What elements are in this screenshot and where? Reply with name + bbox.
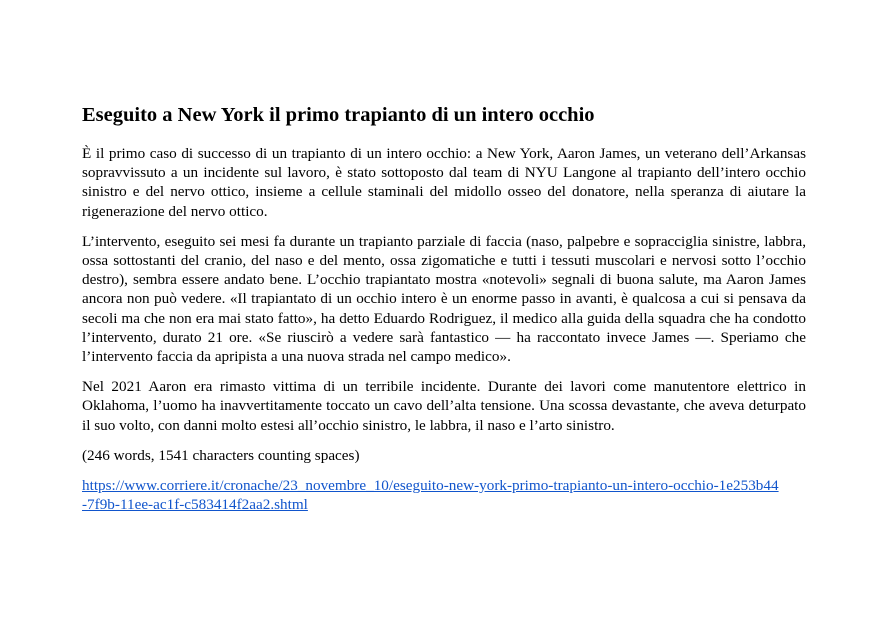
article-paragraph-2: L’intervento, eseguito sei mesi fa durante un trapianto parziale di faccia (naso, palpebre e sopracciglia sinistre, labbra, ossa sottostanti del cranio, del naso e del mento, ossa zigomatiche e tutti i tessuti muscolari e nervosi sotto l’occhio destro), sembra essere andato bene. L’occhio trapiantato mostra «notevoli» segnali di buona salute, ma Aaron James ancora non può vedere. «Il trapiantato di un occhio intero è un enorme passo in avanti, è qualcosa a cui si pensava da secoli ma che non era mai stato fatto», ha detto Eduardo Rodriguez, il medico alla guida della squadra che ha condotto l’intervento, durato 21 ore. «Se riuscirò a vedere sarà fantastico — ha raccontato invece James —. Speriamo che l’intervento faccia da apripista a una nuova strada nel campo medico». <box>82 232 806 366</box>
word-count-note: (246 words, 1541 characters counting spaces) <box>82 446 360 464</box>
document-page <box>82 102 806 514</box>
source-link[interactable]: https://www.corriere.it/cronache/23_novembre_10/eseguito-new-york-primo-trapianto-un-intero-occhio-1e253b44-7f9b-11ee-ac1f-c583414f2aa2.shtml <box>82 477 779 514</box>
article-title: Eseguito a New York il primo trapianto di un intero occhio <box>82 104 595 126</box>
article-paragraph-1: È il primo caso di successo di un trapianto di un intero occhio: a New York, Aaron James, un veterano dell’Arkansas sopravvissuto a un incidente sul lavoro, è stato sottoposto dal team di NYU Langone al trapianto dell’intero occhio sinistro e del nervo ottico, insieme a cellule staminali del midollo osseo del donatore, nella speranza di aiutare la rigenerazione del nervo ottico. <box>82 145 806 220</box>
article-paragraph-3: Nel 2021 Aaron era rimasto vittima di un terribile incidente. Durante dei lavori come manutentore elettrico in Oklahoma, l’uomo ha inavvertitamente toccato un cavo dell’alta tensione. Una scossa devastante, che aveva deturpato il suo volto, con danni molto estesi all’occhio sinistro, le labbra, il naso e l’arto sinistro. <box>82 378 806 434</box>
